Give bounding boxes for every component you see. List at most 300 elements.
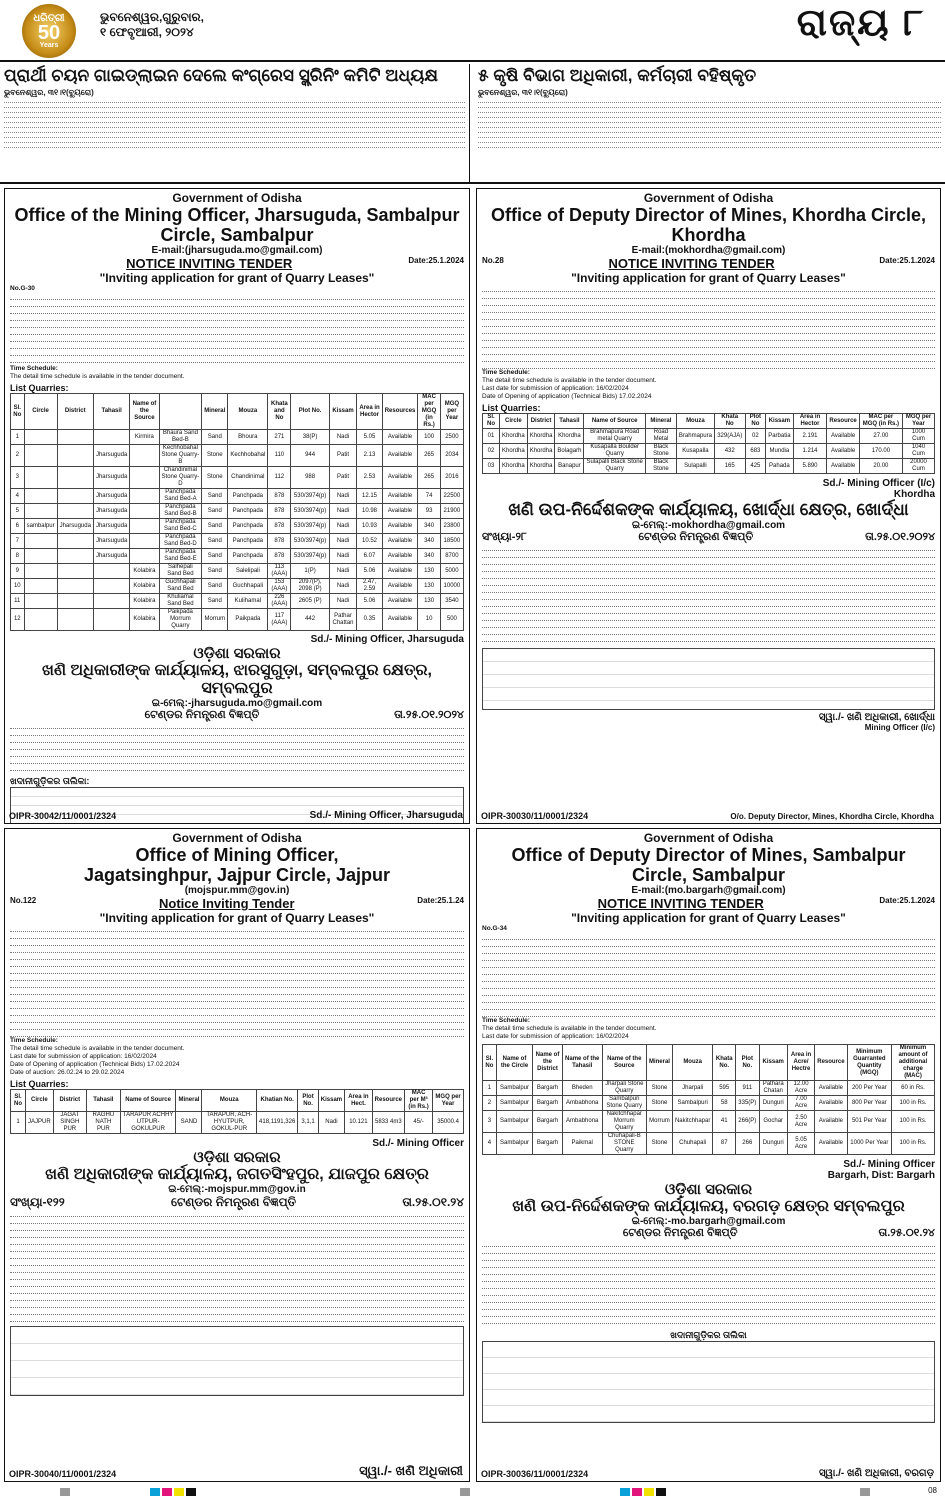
table-cell: Brahmapura xyxy=(676,429,714,444)
table-cell: 18500 xyxy=(440,534,463,549)
table-cell: Parbatia xyxy=(766,429,793,444)
news-row xyxy=(0,64,945,184)
table-cell: Available xyxy=(382,467,418,489)
table-cell: Sand xyxy=(202,579,228,594)
table-cell: 442 xyxy=(291,609,329,631)
table-cell xyxy=(24,609,57,631)
table-cell: Panchpada xyxy=(228,549,268,564)
notice-c-email: (mojspur.mm@gov.in) xyxy=(184,885,290,896)
table-cell: Salelipali xyxy=(228,564,268,579)
date-line: ୧ ଫେବୃଆରୀ, ୨୦୨୪ xyxy=(100,25,194,39)
table-cell xyxy=(57,564,93,579)
notice-b-no: No.28 xyxy=(482,256,504,265)
table-cell: Sambalpur xyxy=(496,1133,532,1155)
notice-d-email: E-mail:(mo.bargarh@gmail.com) xyxy=(631,885,786,896)
table-cell: Available xyxy=(815,1096,847,1111)
table-cell: Panchpada Sand Bed-B xyxy=(159,504,202,519)
table-cell: 2034 xyxy=(440,445,463,467)
page-number: 08 xyxy=(928,1486,937,1495)
table-cell xyxy=(130,519,159,534)
table-cell xyxy=(57,549,93,564)
table-cell: Available xyxy=(815,1111,847,1133)
table-cell: Pathara Chatan xyxy=(759,1081,787,1096)
table-row xyxy=(11,504,464,519)
table-row xyxy=(483,444,935,459)
notice-d-or-title: ଟେଣ୍ଡର ନିମନ୍ତ୍ରଣ ବିଜ୍ଞପ୍ତି xyxy=(622,1227,738,1239)
notice-b-or-table xyxy=(482,648,935,710)
table-cell: Available xyxy=(382,504,418,519)
table-cell: Sulapalli Black Stone Quarry xyxy=(584,459,646,474)
table-cell: 1040 Cum xyxy=(903,444,935,459)
notice-b-table: Sl. No Circle District Tahasil Name of Source Mineral Mouza Khata No Plot No Kissam Area in Hector Resource MAC per MGQ (in Rs.) MGQ per Year 01 Khordha Khordha Khordha Brahmapura Road metal Quarry Road Metal Brahmapura 329(AJA) 02 Parbatia 2.191 Available 27.00 1000 Cum 02 Khordha Khordha Bolagarh Kusapalla Boulder Quarry Black Stone Kusapalla 432 683 Mundia 1.214 Available 170.00 1040 Cum 03 Khordha Khordha Banapur Sulapalli Black Stone Quarry Black Stone Sulapalli 165 425 Pahada 5.890 Available 20.00 20000 Cum xyxy=(482,413,935,474)
notice-a-body xyxy=(10,285,464,381)
notice-d-or-date: ତା.୨୫.୦୧.୨୪ xyxy=(878,1227,935,1239)
table-cell: Patit xyxy=(329,445,357,467)
table-cell: 530/3974(p) xyxy=(291,519,329,534)
notice-b-or-body xyxy=(482,544,935,648)
table-cell: Nadi xyxy=(329,534,357,549)
table-cell xyxy=(130,534,159,549)
notice-c-or-table xyxy=(10,1326,464,1396)
notice-c-or-gov: ଓଡ଼ିଶା ସରକାର xyxy=(193,1149,281,1166)
table-cell: Black Stone xyxy=(645,444,676,459)
notice-c-or-no: ସଂଖ୍ୟା-୧୨୨ xyxy=(10,1195,65,1209)
table-cell: Nadi xyxy=(318,1112,344,1134)
table-cell: Pahada xyxy=(766,459,793,474)
table-row xyxy=(483,429,935,444)
table-cell: Stone xyxy=(202,467,228,489)
table-cell: Dunguri xyxy=(759,1096,787,1111)
table-cell: Panchpada Sand Bed-D xyxy=(159,534,202,549)
table-row xyxy=(11,1112,464,1134)
table-cell: 878 xyxy=(268,504,291,519)
table-cell xyxy=(57,609,93,631)
notice-b-or-sign2: Mining Officer (I/c) xyxy=(864,723,935,732)
table-cell: Stone xyxy=(202,445,228,467)
table-cell: 432 xyxy=(714,444,745,459)
table-row xyxy=(483,1133,935,1155)
table-cell: 5.06 xyxy=(357,594,382,609)
news-story-left xyxy=(0,64,470,184)
table-cell: 12.00 Acre xyxy=(787,1081,814,1096)
print-register-mark xyxy=(60,1488,70,1496)
table-cell: 1000 Per Year xyxy=(847,1133,891,1155)
table-cell: Kechhobahal Stone Quarry-B xyxy=(159,445,202,467)
table-cell: 911 xyxy=(736,1081,759,1096)
print-register-mark xyxy=(186,1488,196,1496)
table-row xyxy=(483,459,935,474)
table-cell: 23800 xyxy=(440,519,463,534)
table-cell: Available xyxy=(827,444,859,459)
notice-a-or-list: ଖଦାନୀଗୁଡ଼ିକର ତାଲିକା: xyxy=(10,776,90,786)
table-cell: Kirmira xyxy=(130,430,159,445)
table-cell: Available xyxy=(382,489,418,504)
table-cell: Jharsuguda xyxy=(93,467,129,489)
table-cell: 10.98 xyxy=(357,504,382,519)
masthead-dateline xyxy=(100,10,204,40)
table-cell: 1 xyxy=(11,1112,26,1134)
table-cell: 425 xyxy=(745,459,766,474)
table-cell: 340 xyxy=(418,534,440,549)
notice-c-ts1: The detail time schedule is available in the tender document. xyxy=(10,1045,185,1052)
table-cell: 38(P) xyxy=(291,430,329,445)
table-cell: 9 xyxy=(11,564,25,579)
print-register-mark xyxy=(460,1488,470,1496)
notice-d-no: No.G-34 xyxy=(482,925,507,932)
table-cell: Nadi xyxy=(329,430,357,445)
table-cell: 45/- xyxy=(405,1112,433,1134)
table-cell: Panchpada Sand Bed-A xyxy=(159,489,202,504)
table-cell: Paikpada Morrum Quarry xyxy=(159,609,202,631)
news-story-right xyxy=(474,64,945,184)
table-cell: 10.52 xyxy=(357,534,382,549)
table-cell: Sambalpur xyxy=(496,1096,532,1111)
table-cell: Panchpada xyxy=(228,519,268,534)
print-register-mark xyxy=(632,1488,642,1496)
notice-a-or-office: ଖଣି ଅଧିକାରୀଙ୍କ କାର୍ଯ୍ୟାଳୟ, ଝାରସୁଗୁଡ଼ା, ସମ୍ବଲପୁର କ୍ଷେତ୍ର, ସମ୍ବଲପୁର xyxy=(42,662,432,697)
notice-c-office1: Office of Mining Officer, xyxy=(135,845,339,865)
print-register-mark xyxy=(644,1488,654,1496)
notice-d-or-email: ଇ-ମେଲ୍:-mo.bargarh@gmail.com xyxy=(631,1216,786,1227)
table-cell: SAND xyxy=(176,1112,202,1134)
table-cell: Available xyxy=(382,594,418,609)
table-cell: JAJPUR xyxy=(26,1112,54,1134)
table-cell: 10000 xyxy=(440,579,463,594)
table-cell: 8700 xyxy=(440,549,463,564)
table-cell xyxy=(57,467,93,489)
notice-d-date: Date:25.1.2024 xyxy=(879,896,935,905)
notice-b-sign2: Khordha xyxy=(893,489,935,500)
table-cell xyxy=(93,430,129,445)
table-cell: 60 in Rs. xyxy=(892,1081,935,1096)
table-cell: 3,1,1 xyxy=(298,1112,318,1134)
notice-c-table: Sl. No Circle District Tahasil Name of Source Mineral Mouza Khatian No. Plot No. Kissam Area in Hect. Resource MAC per M³ (in Rs.) MGQ per Year 1 JAJPUR JAGAT SINGH PUR RAGHU NATH PUR TARAPUR ACHHY UTPUR-GOKULPUR SAND TARAPUR, ACH-HYUTPUR, GOKUL-PUR 418,1191,326 3,1,1 Nadi 10.121 5833 4m3 45/- 35000.4 xyxy=(10,1089,464,1134)
news-dateline-right: ଭୁବନେଶ୍ୱର, ୩୧।୧(ବ୍ୟୁରୋ) xyxy=(478,88,568,97)
notice-b-list-title: List Quarries: xyxy=(482,403,541,413)
table-cell: Available xyxy=(382,519,418,534)
table-cell: Sambalpuri xyxy=(672,1096,712,1111)
table-cell: 02 xyxy=(483,444,500,459)
table-cell: Panchpada xyxy=(228,534,268,549)
table-cell xyxy=(130,467,159,489)
table-cell: Available xyxy=(815,1081,847,1096)
table-cell: 1(P) xyxy=(291,564,329,579)
table-cell: 7 xyxy=(11,534,25,549)
notice-b-code: OIPR-30030/11/0001/2324 xyxy=(481,811,589,821)
table-cell: Available xyxy=(827,429,859,444)
table-cell: Kusapalla Boulder Quarry xyxy=(584,444,646,459)
print-register-mark xyxy=(620,1488,630,1496)
table-cell: 265 xyxy=(418,445,440,467)
table-cell: Khordha xyxy=(555,429,584,444)
notice-b-time-schedule: Time Schedule: xyxy=(482,369,530,376)
notice-c-or-title: ଟେଣ୍ଡର ନିମନ୍ତ୍ରଣ ବିଜ୍ଞପ୍ତି xyxy=(170,1195,297,1209)
table-cell: 265 xyxy=(418,467,440,489)
table-cell: 266 xyxy=(736,1133,759,1155)
table-cell xyxy=(57,430,93,445)
notice-b-or-date: ତା.୨୫.୦୧.୨୦୨୪ xyxy=(865,531,935,543)
notice-c-ts4: Date of auction: 26.02.24 to 29.02.2024 xyxy=(10,1069,125,1076)
table-cell: 2 xyxy=(11,445,25,467)
table-cell: Khordha xyxy=(527,429,555,444)
table-cell: 3 xyxy=(11,467,25,489)
table-cell: Kolabira xyxy=(130,594,159,609)
table-cell: 100 in Rs. xyxy=(892,1111,935,1133)
notice-d-body xyxy=(482,925,935,1041)
table-cell: 100 in Rs. xyxy=(892,1096,935,1111)
table-cell: Chuhapali xyxy=(672,1133,712,1155)
table-cell: 5833 4m3 xyxy=(372,1112,404,1134)
notice-c-code: OIPR-30040/11/0001/2324 xyxy=(9,1469,117,1479)
table-cell: 878 xyxy=(268,534,291,549)
newspaper-logo xyxy=(22,4,76,58)
table-cell: Paikmal xyxy=(562,1133,602,1155)
notice-b-ts2: Last date for submission of application: 16/02/2024 xyxy=(482,385,629,392)
news-body-right xyxy=(474,100,945,178)
table-cell: 878 xyxy=(268,549,291,564)
notice-b-or-sign1: ସ୍ୱା./- ଖଣି ଅଧିକାରୀ, ଖୋର୍ଦ୍ଧା xyxy=(818,712,935,723)
table-cell: Ambabhona xyxy=(562,1096,602,1111)
table-cell: Mundia xyxy=(766,444,793,459)
notice-d-ts1: The detail time schedule is available in the tender document. xyxy=(482,1025,657,1032)
notice-d-ts2: Last date for submission of application: 16/02/2024 xyxy=(482,1033,629,1040)
table-cell: Available xyxy=(382,564,418,579)
table-cell: Kolabira xyxy=(130,564,159,579)
table-cell: 683 xyxy=(745,444,766,459)
notice-c-subtitle: "Inviting application for grant of Quarry Leases" xyxy=(99,911,375,925)
table-cell xyxy=(24,504,57,519)
table-row xyxy=(11,594,464,609)
table-row xyxy=(11,534,464,549)
table-cell: 100 in Rs. xyxy=(892,1133,935,1155)
notice-a-or-body xyxy=(10,722,464,774)
table-cell: 530/3974(p) xyxy=(291,549,329,564)
table-cell: Jharsuguda xyxy=(93,519,129,534)
table-cell: Jharsuguda xyxy=(93,445,129,467)
table-cell: 11 xyxy=(11,594,25,609)
table-cell: 153 (AAA) xyxy=(268,579,291,594)
print-register-mark xyxy=(656,1488,666,1496)
notice-c-list-title: List Quarries: xyxy=(10,1079,69,1089)
table-cell: 20.00 xyxy=(859,459,902,474)
table-cell: 878 xyxy=(268,489,291,504)
notice-c-ts2: Last date for submission of application: 16/02/2024 xyxy=(10,1053,157,1060)
table-cell: Stone xyxy=(646,1081,672,1096)
table-cell xyxy=(24,445,57,467)
table-cell: 335(P) xyxy=(736,1096,759,1111)
notice-b-title: NOTICE INVITING TENDER xyxy=(608,256,775,271)
logo-sub: Years xyxy=(39,42,59,49)
table-cell: Kolabira xyxy=(130,609,159,631)
table-cell: Dunguri xyxy=(759,1133,787,1155)
notice-c-date: Date:25.1.24 xyxy=(417,896,464,905)
table-cell: 418,1191,326 xyxy=(257,1112,298,1134)
table-cell: Sulapalli xyxy=(676,459,714,474)
table-cell: Nadi xyxy=(329,519,357,534)
table-cell: TARAPUR, ACH-HYUTPUR, GOKUL-PUR xyxy=(202,1112,257,1134)
table-cell: 226 (AAA) xyxy=(268,594,291,609)
table-cell: 2.53 xyxy=(357,467,382,489)
table-cell: 2097(P), 2098 (P) xyxy=(291,579,329,594)
table-cell: 165 xyxy=(714,459,745,474)
table-cell: Kechhobahal xyxy=(228,445,268,467)
notice-c-time-schedule: Time Schedule: xyxy=(10,1037,58,1044)
table-cell: 0.35 xyxy=(357,609,382,631)
table-cell: Nadi xyxy=(329,564,357,579)
table-cell: Available xyxy=(382,430,418,445)
notice-d-title: NOTICE INVITING TENDER xyxy=(597,896,764,911)
logo-number: 50 xyxy=(37,22,61,44)
page-footer xyxy=(0,1486,945,1498)
city-line: ଭୁବନେଶ୍ୱର,ଗୁରୁବାର, xyxy=(100,10,204,24)
table-cell: Bargarh xyxy=(533,1096,563,1111)
notice-a-or-sign: Sd./- Mining Officer, Jharsuguda xyxy=(309,810,463,821)
table-cell: 41 xyxy=(713,1111,736,1133)
notice-c-title: Notice Inviting Tender xyxy=(158,896,295,911)
notice-c-office2: Jagatsinghpur, Jajpur Circle, Jajpur xyxy=(83,865,391,885)
table-cell: Salhepali Sand Bed xyxy=(159,564,202,579)
table-cell: 27.00 xyxy=(859,429,902,444)
table-cell: Kolabira xyxy=(130,579,159,594)
notice-c-or-office: ଖଣି ଅଧିକାରୀଙ୍କ କାର୍ଯ୍ୟାଳୟ, ଜଗତସିଂହପୁର, ଯାଜପୁର କ୍ଷେତ୍ର xyxy=(45,1166,429,1183)
notice-c-or-sign: ସ୍ୱା./- ଖଣି ଅଧିକାରୀ xyxy=(359,1463,463,1478)
table-cell: 2605 (P) xyxy=(291,594,329,609)
table-cell: Gochar xyxy=(759,1111,787,1133)
table-cell: 501 Per Year xyxy=(847,1111,891,1133)
table-cell xyxy=(57,504,93,519)
table-row xyxy=(483,1081,935,1096)
notice-d-or-sign: ସ୍ୱା./- ଖଣି ଅଧିକାରୀ, ବରଗଡ଼ xyxy=(819,1468,934,1479)
notice-b-subtitle: "Inviting application for grant of Quarry Leases" xyxy=(571,271,846,285)
notice-b-body xyxy=(482,285,935,401)
notice-b-ts1: The detail time schedule is available in the tender document. xyxy=(482,377,657,384)
table-cell xyxy=(57,489,93,504)
table-cell: Jharsuguda xyxy=(93,489,129,504)
table-cell: 3 xyxy=(483,1111,497,1133)
table-cell: 988 xyxy=(291,467,329,489)
notice-a-title: NOTICE INVITING TENDER xyxy=(126,256,293,271)
notice-d-subtitle: "Inviting application for grant of Quarry Leases" xyxy=(571,911,846,925)
table-cell: 87 xyxy=(713,1133,736,1155)
notice-d-sign1: Sd./- Mining Officer xyxy=(843,1159,935,1170)
table-row xyxy=(11,564,464,579)
table-cell: 271 xyxy=(268,430,291,445)
table-cell: 2 xyxy=(483,1096,497,1111)
table-cell: 1 xyxy=(11,430,25,445)
table-row xyxy=(11,609,464,631)
notice-c-or-email: ଇ-ମେଲ୍:-mojspur.mm@gov.in xyxy=(168,1184,306,1195)
table-cell: Bargarh xyxy=(533,1111,563,1133)
notice-c-sign: Sd./- Mining Officer xyxy=(372,1138,464,1149)
notice-b-or-email: ଇ-ମେଲ୍:-mokhordha@gmail.com xyxy=(631,520,786,531)
table-cell xyxy=(57,534,93,549)
table-row xyxy=(483,1111,935,1133)
table-cell: Available xyxy=(827,459,859,474)
print-register-mark xyxy=(860,1488,870,1496)
table-cell: 6 xyxy=(11,519,25,534)
table-cell: 2.47, 2.59 xyxy=(357,579,382,594)
table-cell: Available xyxy=(382,609,418,631)
table-cell: 5000 xyxy=(440,564,463,579)
table-cell: Available xyxy=(382,534,418,549)
table-cell: Sand xyxy=(202,564,228,579)
notice-b-or-office: ଖଣି ଉପ-ନିର୍ଦ୍ଦେଶକଙ୍କ କାର୍ଯ୍ୟାଳୟ, ଖୋର୍ଦ୍ଧା କ୍ଷେତ୍ର, ଖୋର୍ଦ୍ଧା xyxy=(508,500,909,519)
table-cell: 12.15 xyxy=(357,489,382,504)
table-cell xyxy=(93,564,129,579)
notice-jajpur xyxy=(4,828,470,1482)
table-cell: 6.07 xyxy=(357,549,382,564)
table-cell xyxy=(57,445,93,467)
notice-a-ts-line: The detail time schedule is available in the tender document. xyxy=(10,373,185,380)
table-cell: Sand xyxy=(202,594,228,609)
notice-b-email: E-mail:(mokhordha@gmail.com) xyxy=(631,245,786,256)
table-cell: Jharpali xyxy=(672,1081,712,1096)
table-cell: Chandinimal Stone Quarry-D xyxy=(159,467,202,489)
notice-d-or-list: ଖଦାନୀଗୁଡ଼ିକର ତାଲିକା xyxy=(670,1330,747,1340)
table-cell: 93 xyxy=(418,504,440,519)
table-cell: Sambalpur xyxy=(496,1111,532,1133)
table-cell: 170.00 xyxy=(859,444,902,459)
notice-c-or-body xyxy=(10,1210,464,1326)
table-cell: 1 xyxy=(483,1081,497,1096)
table-cell: 5.890 xyxy=(793,459,827,474)
table-cell: Ambabhona xyxy=(562,1111,602,1133)
table-cell: 03 xyxy=(483,459,500,474)
notice-d-table: Sl. No Name of the Circle Name of the District Name of the Tahasil Name of the Source Mineral Mouza Khata No. Plot No. Kissam Area in Acre/ Hectre Resource Minimum Guarranted Quantity (MGQ) Minimum amount of additional charge (MAC) 1 Sambalpur Bargarh Bheden Jharpali Stone Quarry Stone Jharpali 595 911 Pathara Chatan 12.00 Acre Available 200 Per Year 60 in Rs. 2 Sambalpur Bargarh Ambabhona Sambalpuri Stone Quarry Stone Sambalpuri 58 335(P) Dunguri 7.00 Acre Available 800 Per Year 100 in Rs. 3 Sambalpur Bargarh Ambabhona Nakitchhapar Morrum Quarry Morrum Nakitchhapar 41 266(P) Gochar 2.50 Acre Available 501 Per Year 100 in Rs. 4 Sambalpur Bargarh Paikmal Chuhapali-B STONE Quarry Stone Chuhapali 87 266 Dunguri 5.05 Acre Available 1000 Per Year 100 in Rs. xyxy=(482,1044,935,1155)
table-cell: 266(P) xyxy=(736,1111,759,1133)
table-cell: 340 xyxy=(418,519,440,534)
table-cell: Black Stone xyxy=(645,459,676,474)
table-cell: 2.191 xyxy=(793,429,827,444)
table-cell xyxy=(24,564,57,579)
table-cell: Bargarh xyxy=(533,1081,563,1096)
table-cell: Jharsuguda xyxy=(93,504,129,519)
notice-bargarh xyxy=(476,828,941,1482)
notice-a-office: Office of the Mining Officer, Jharsuguda, Sambalpur Circle, Sambalpur xyxy=(14,205,460,245)
notice-d-code: OIPR-30036/11/0001/2324 xyxy=(481,1469,589,1479)
table-cell: 530/3974(p) xyxy=(291,489,329,504)
notice-c-body xyxy=(10,925,464,1077)
table-cell: 110 xyxy=(268,445,291,467)
table-cell: Panchpada Sand Bed-C xyxy=(159,519,202,534)
table-cell: 1.214 xyxy=(793,444,827,459)
table-cell: 5.05 xyxy=(357,430,382,445)
news-body-left xyxy=(0,100,469,178)
notice-c-or-date: ତା.୨୫.୦୧.୨୪ xyxy=(402,1195,464,1209)
table-cell: 500 xyxy=(440,609,463,631)
table-cell: 10.121 xyxy=(345,1112,373,1134)
table-cell: 800 Per Year xyxy=(847,1096,891,1111)
table-cell xyxy=(57,594,93,609)
print-register-mark xyxy=(150,1488,160,1496)
notice-a-list-title: List Quarries: xyxy=(10,383,69,393)
table-cell: Nakitchhapar xyxy=(672,1111,712,1133)
table-cell: 530/3974(p) xyxy=(291,534,329,549)
notice-d-sign2: Bargarh, Dist: Bargarh xyxy=(827,1170,935,1181)
table-cell: Khordha xyxy=(527,444,555,459)
table-cell: Available xyxy=(815,1133,847,1155)
table-cell: Morrum xyxy=(202,609,228,631)
notice-d-time-schedule: Time Schedule: xyxy=(482,1017,530,1024)
news-headline-left: ପ୍ରାର୍ଥୀ ଚୟନ ଗାଇଡ୍‌ଲାଇନ ଦେଲେ କଂଗ୍ରେସ ସ୍କ୍ରିନିଂ କମିଟି ଅଧ୍ୟକ୍ଷ xyxy=(4,66,438,85)
table-cell: 20000 Cum xyxy=(903,459,935,474)
notice-a-code: OIPR-30042/11/0001/2324 xyxy=(9,811,117,821)
table-cell: 944 xyxy=(291,445,329,467)
table-cell xyxy=(24,594,57,609)
table-cell xyxy=(24,489,57,504)
print-register-mark xyxy=(162,1488,172,1496)
table-cell: 340 xyxy=(418,549,440,564)
